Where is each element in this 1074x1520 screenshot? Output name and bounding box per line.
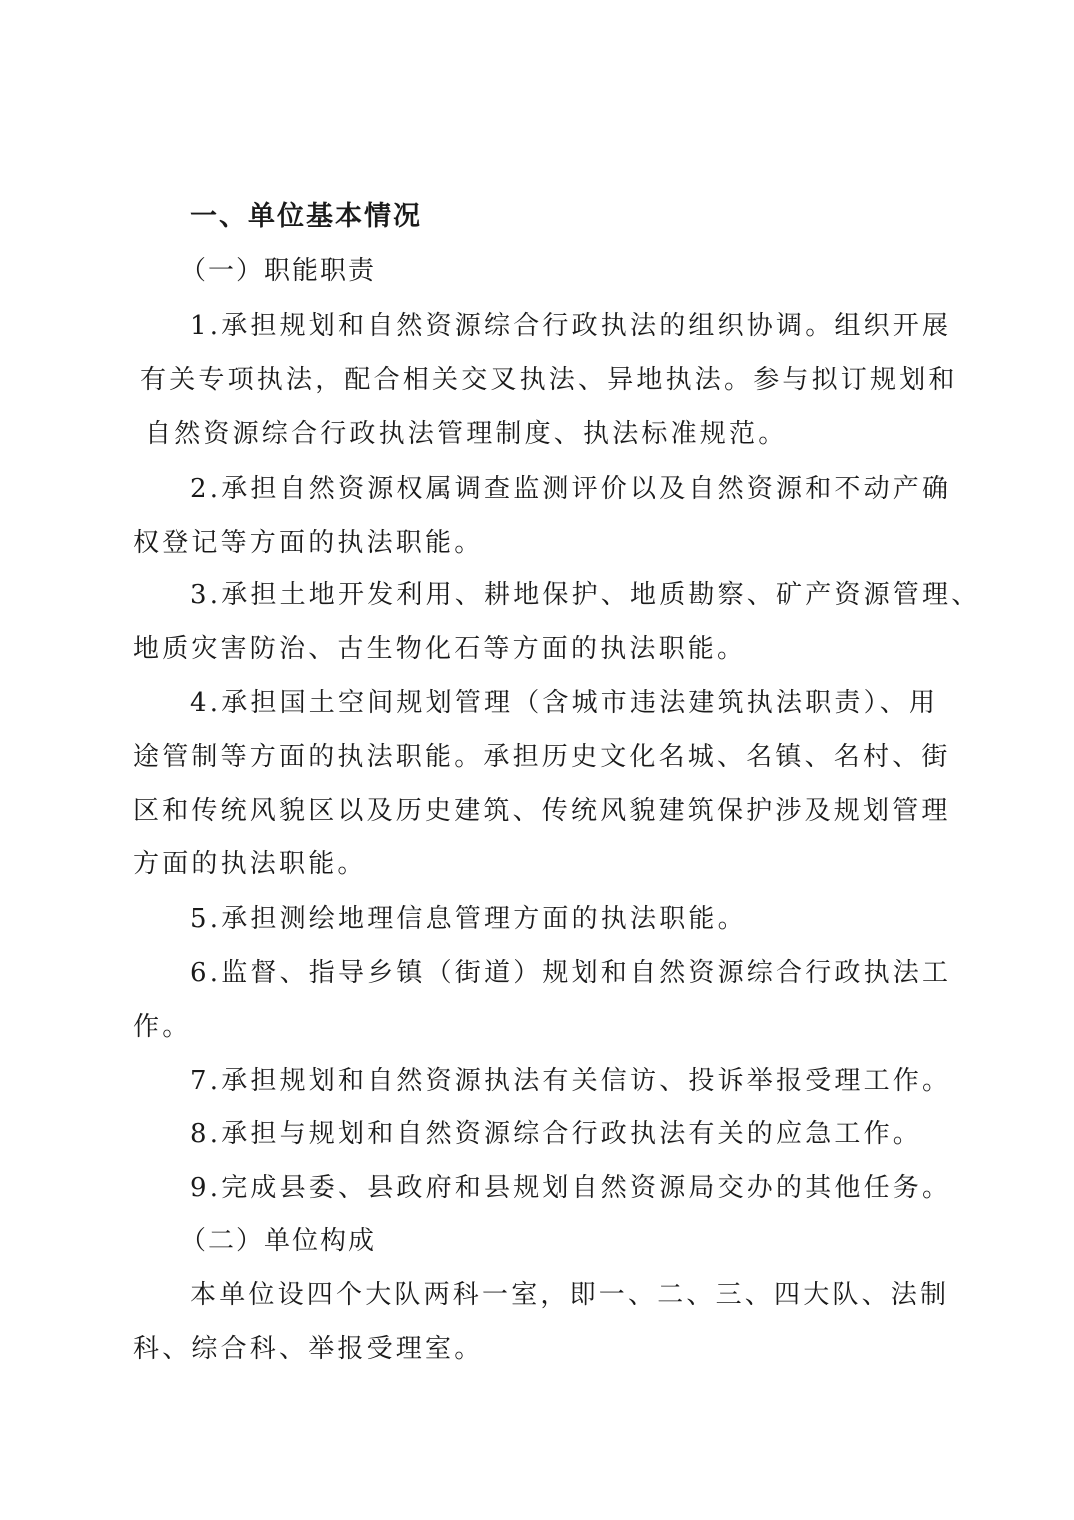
paragraph-line: 方面的执法职能。 xyxy=(133,849,367,879)
paragraph-line: 科、综合科、举报受理室。 xyxy=(133,1334,484,1364)
paragraph-line: 9.完成县委、县政府和县规划自然资源局交办的其他任务。 xyxy=(190,1173,952,1203)
section-title: 一、单位基本情况 xyxy=(190,201,422,232)
paragraph-line: 地质灾害防治、古生物化石等方面的执法职能。 xyxy=(133,634,747,664)
paragraph-line: 权登记等方面的执法职能。 xyxy=(133,528,484,558)
paragraph-line: 区和传统风貌区以及历史建筑、传统风貌建筑保护涉及规划管理 xyxy=(133,796,951,826)
paragraph-line: 有关专项执法，配合相关交叉执法、异地执法。参与拟订规划和 xyxy=(140,365,958,395)
paragraph-line: 作。 xyxy=(133,1012,192,1042)
paragraph-line: 6.监督、指导乡镇（街道）规划和自然资源综合行政执法工 xyxy=(190,958,952,988)
subsection-title-duties: （一）职能职责 xyxy=(180,256,377,286)
paragraph-line: 途管制等方面的执法职能。承担历史文化名城、名镇、名村、街 xyxy=(133,742,951,772)
paragraph-line: 8.承担与规划和自然资源综合行政执法有关的应急工作。 xyxy=(190,1119,923,1149)
paragraph-line: 自然资源综合行政执法管理制度、执法标准规范。 xyxy=(145,419,788,449)
subsection-title-composition: （二）单位构成 xyxy=(180,1226,377,1256)
paragraph-line: 4.承担国土空间规划管理（含城市违法建筑执法职责）、用 xyxy=(190,688,939,718)
paragraph-line: 本单位设四个大队两科一室，即一、二、三、四大队、法制 xyxy=(190,1280,950,1310)
paragraph-line: 5.承担测绘地理信息管理方面的执法职能。 xyxy=(190,904,747,934)
paragraph-line: 3.承担土地开发利用、耕地保护、地质勘察、矿产资源管理、 xyxy=(190,580,981,610)
paragraph-line: 1.承担规划和自然资源综合行政执法的组织协调。组织开展 xyxy=(190,311,952,341)
paragraph-line: 2.承担自然资源权属调查监测评价以及自然资源和不动产确 xyxy=(190,474,952,504)
paragraph-line: 7.承担规划和自然资源执法有关信访、投诉举报受理工作。 xyxy=(190,1066,952,1096)
